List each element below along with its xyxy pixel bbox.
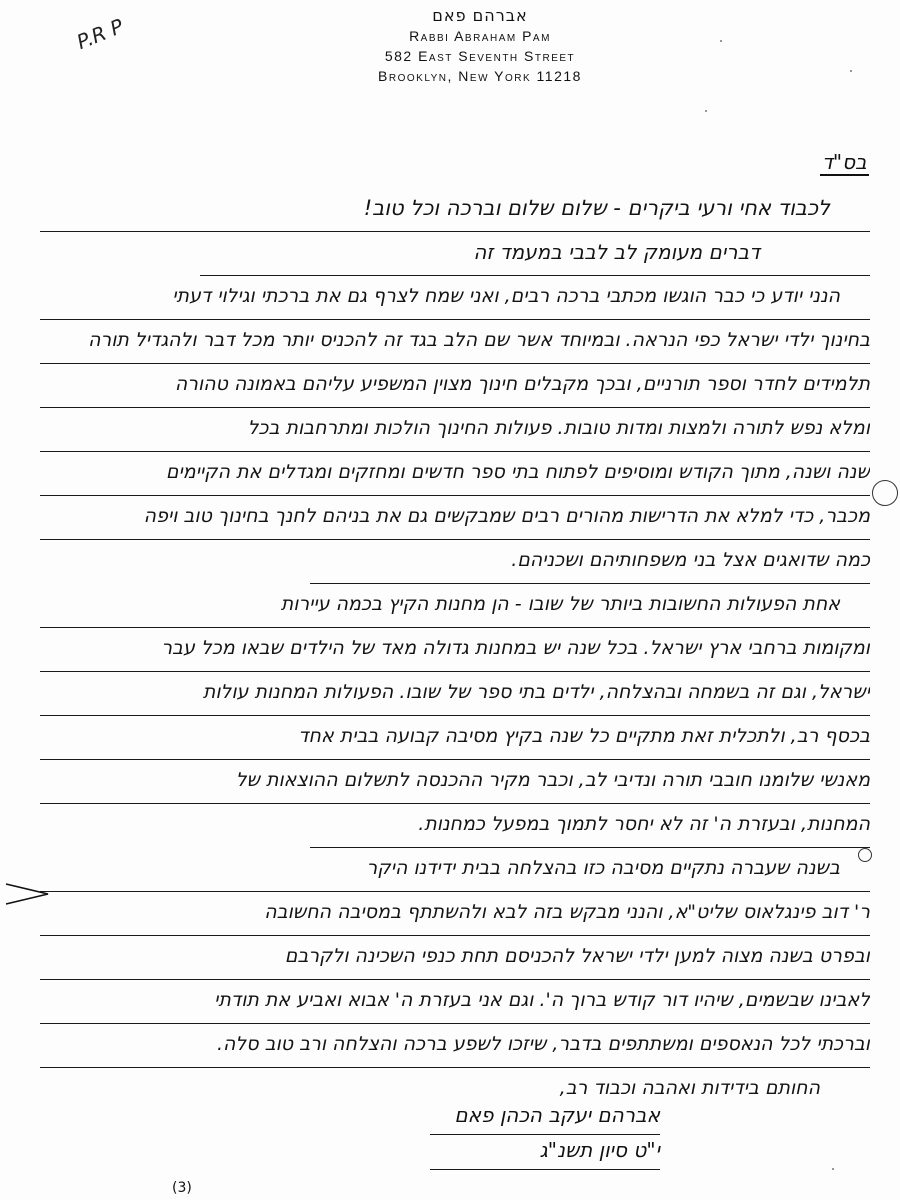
signature-block [430, 1100, 660, 1170]
signature-name: אברהם יעקב הכהן פאם [430, 1100, 660, 1135]
letterhead-english-name: Rabbi Abraham Pam [409, 28, 551, 44]
hole-punch-mark [872, 480, 898, 506]
paragraph-line: וברכתי לכל הנאספים ומשתתפים בדבר, שיזכו לשפע ברכה והצלחה ורב טוב סלה. [40, 1024, 870, 1068]
letter-subtitle: דברים מעומק לב לבבי במעמד זה [200, 232, 870, 276]
paragraph-line: הנני יודע כי כבר הוגשו מכתבי ברכה רבים, ואני שמח לצרף גם את ברכתי וגילוי דעתי [40, 276, 870, 320]
paragraph-line: שנה ושנה, מתוך הקודש ומוסיפים לפתוח בתי ספר חדשים ומחזקים ומגדלים את הקיימים [40, 452, 870, 496]
paragraph-line: ומקומות ברחבי ארץ ישראל. בכל שנה יש במחנות גדולה מאד של הילדים שבאו מכל עבר [40, 628, 870, 672]
letterhead-hebrew-name: אברהם פאם [432, 6, 528, 25]
paragraph-line: לאבינו שבשמים, שיהיו דור קודש ברוך ה'. וגם אני בעזרת ה' אבוא ואביע את תודתי [40, 980, 870, 1024]
paragraph-line: בשנה שעברה נתקיים מסיבה כזו בהצלחה בבית ידידנו היקר [40, 848, 870, 892]
paragraph-line: ומלא נפש לתורה ולמצות ומדות טובות. פעולות החינוך הולכות ומתרחבות בכל [40, 408, 870, 452]
paragraph-line: ישראל, וגם זה בשמחה ובהצלחה, ילדים בתי ספר של שובו. הפעולות המחנות עולות [40, 672, 870, 716]
paragraph-line: ר' דוב פינגלאוס שליט"א, והנני מבקש בזה לבא ולהשתתף במסיבה החשובה [40, 892, 870, 936]
scan-speck [720, 40, 722, 42]
page-number-mark: (3) [172, 1180, 192, 1196]
paragraph-line: תלמידים לחדר וספר תורניים, ובכך מקבלים חינוך מצוין המשפיע עליהם באמונה טהורה [40, 364, 870, 408]
corner-initials: P.R P [73, 13, 127, 55]
scan-speck [850, 70, 852, 72]
scan-speck [705, 110, 707, 112]
paragraph-line: ובפרט בשנה מצוה למען ילדי ישראל להכניסם תחת כנפי השכינה ולקרבם [40, 936, 870, 980]
header-bsd-mark: בס"ד [822, 150, 867, 174]
paragraph-line: בכסף רב, ולתכלית זאת מתקיים כל שנה בקיץ מסיבה קבועה בבית אחד [40, 716, 870, 760]
letter-body [40, 188, 870, 1111]
paragraph-line: אחת הפעולות החשובות ביותר של שובו - הן מחנות הקיץ בכמה עיירות [40, 584, 870, 628]
paragraph-line: מאנשי שלומנו חובבי תורה ונדיבי לב, וכבר מקיר ההכנסה לתשלום ההוצאות של [40, 760, 870, 804]
scan-speck [832, 1168, 834, 1170]
letterhead-city: Brooklyn, New York 11218 [378, 68, 582, 84]
letterhead-street: 582 East Seventh Street [384, 48, 576, 64]
signature-date: י"ט סיון תשנ"ג [430, 1135, 660, 1170]
paragraph-line: בחינוך ילדי ישראל כפי הנראה. ובמיוחד אשר שם הלב בגד זה להכניס יותר מכל דבר ולהגדיל תורה [40, 320, 870, 364]
paragraph-line: מכבר, כדי למלא את הדרישות מהורים רבים שמבקשים גם את בניהם לחנך בחינוך טוב ויפה [40, 496, 870, 540]
letterhead [300, 6, 660, 86]
paragraph-line: כמה שדואגים אצל בני משפחותיהם ושכניהם. [310, 540, 870, 584]
letter-greeting: לכבוד אחי ורעי ביקרים - שלום שלום וברכה וכל טוב! [40, 188, 870, 232]
letter-closing: החותם בידידות ואהבה וכבוד רב, [559, 1077, 820, 1099]
margin-arrow-icon [4, 882, 52, 906]
paragraph-line: המחנות, ובעזרת ה' זה לא יחסר לתמוך במפעל כמחנות. [310, 804, 870, 848]
circle-mark [858, 848, 872, 862]
